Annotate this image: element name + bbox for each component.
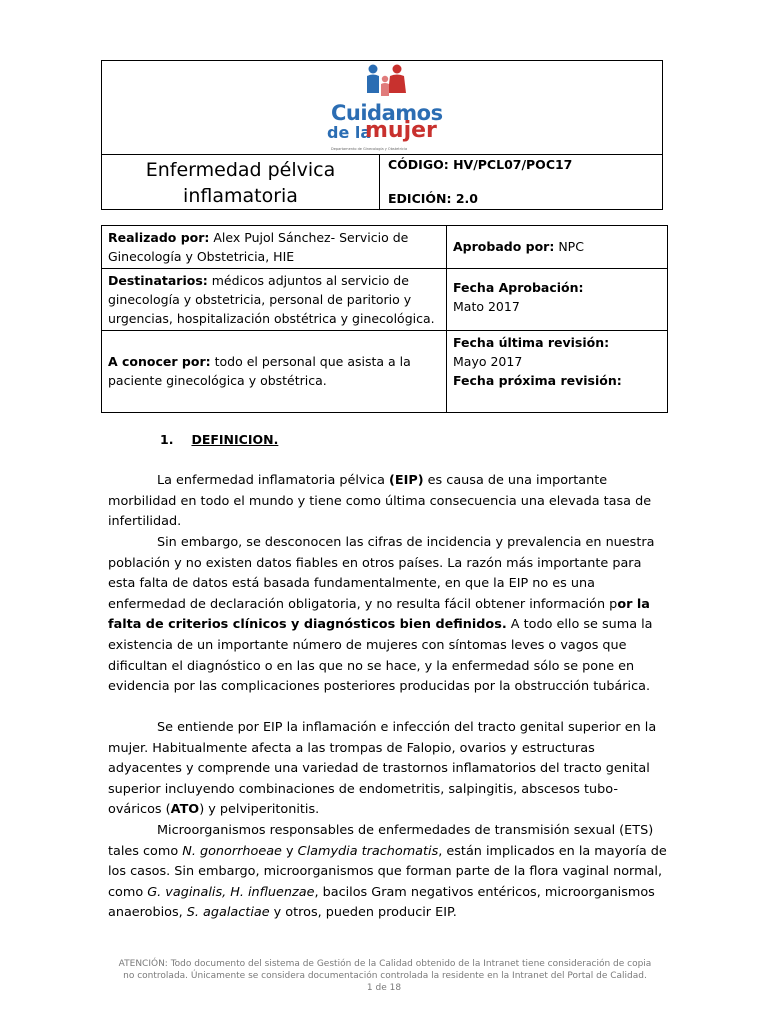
logo-word-de-la: de la bbox=[327, 123, 372, 142]
page-number: 1 de 18 bbox=[366, 983, 402, 993]
title-cell bbox=[102, 155, 380, 210]
document-code: CÓDIGO: HV/PCL07/POC17 bbox=[388, 157, 573, 172]
family-figures-icon bbox=[327, 63, 447, 103]
document-title: Enfermedad pélvica inflamatoria bbox=[145, 159, 336, 207]
realizado-cell: Realizado por: Alex Pujol Sánchez- Servicio de Ginecología y Obstetricia, HIE bbox=[102, 226, 447, 269]
paragraph-1: La enfermedad inflamatoria pélvica (EIP) es causa de una importante morbilidad en todo el mundo y tiene como última consecuencia una elevada tasa de infertilidad. bbox=[108, 473, 652, 530]
section-heading bbox=[160, 432, 278, 447]
fecha-aprobacion-cell: Fecha Aprobación: Mato 2017 bbox=[447, 269, 667, 331]
logo-cell bbox=[102, 61, 662, 155]
paragraph-4: Microorganismos responsables de enfermedades de transmisión sexual (ETS) tales como N. gonorrhoeae y Clamydia trachomatis, están implicados en la mayoría de los casos. Sin embargo, microorganismos que forman parte de la flora vaginal normal, como G. vaginalis, H. influenzae, bacilos Gram negativos entéricos, microorganismos anaerobios, S. agalactiae y otros, pueden producir EIP. bbox=[108, 823, 667, 921]
section-title: DEFINICION. bbox=[191, 432, 279, 447]
logo-tagline: Departamento de Ginecología y Obstetricia bbox=[331, 147, 408, 151]
cuidamos-logo bbox=[327, 63, 447, 151]
paragraph-3: Se entiende por EIP la inflamación e infección del tracto genital superior en la mujer. Habitualmente afecta a las trompas de Falopio, ovarios y estructuras adyacentes y comprende una variedad de trastornos inflamatorios del tracto genital superior incluyendo combinaciones de endometritis, salpingitis, abscesos tubo-ováricos (ATO) y pelviperitonitis. bbox=[108, 720, 657, 818]
document-header bbox=[101, 60, 663, 210]
destinatarios-cell: Destinatarios: médicos adjuntos al servicio de ginecología y obstetricia, personal de paritorio y urgencias, hospitalización obstétrica y ginecológica. bbox=[102, 269, 447, 331]
section-number: 1. bbox=[160, 432, 174, 447]
logo-word-mujer: mujer bbox=[365, 118, 437, 143]
document-edition: EDICIÓN: 2.0 bbox=[388, 191, 478, 206]
revision-cell: Fecha última revisión: Mayo 2017 Fecha próxima revisión: bbox=[453, 335, 622, 388]
document-info-table bbox=[101, 225, 668, 413]
aprobado-cell: Aprobado por: NPC bbox=[447, 226, 667, 269]
paragraph-2: Sin embargo, se desconocen las cifras de incidencia y prevalencia en nuestra población y no existen datos fiables en otros países. La razón más importante para esta falta de datos está basada fundamentalmente, en que la EIP no es una enfermedad de declaración obligatoria, y no resulta fácil obtener información por la falta de criterios clínicos y diagnósticos bien definidos. A todo ello se suma la existencia de un importante número de mujeres con síntomas leves o vagos que dificultan el diagnóstico o en las que no se hace, y la enfermedad sólo se pone en evidencia por las complicaciones posteriores producidas por la obstrucción tubárica. bbox=[108, 535, 655, 695]
footer-notice: ATENCIÓN: Todo documento del sistema de Gestión de la Calidad obtenido de la Intranet tiene consideración de copia no controlada. Únicamente se considera documentación controlada la residente en la Intranet del Portal de Calidad. bbox=[118, 959, 652, 981]
code-cell bbox=[380, 155, 662, 210]
logo-word-cuidamos: Cuidamos bbox=[331, 101, 443, 125]
conocer-cell: A conocer por: todo el personal que asista a la paciente ginecológica y obstétrica. bbox=[102, 331, 447, 412]
